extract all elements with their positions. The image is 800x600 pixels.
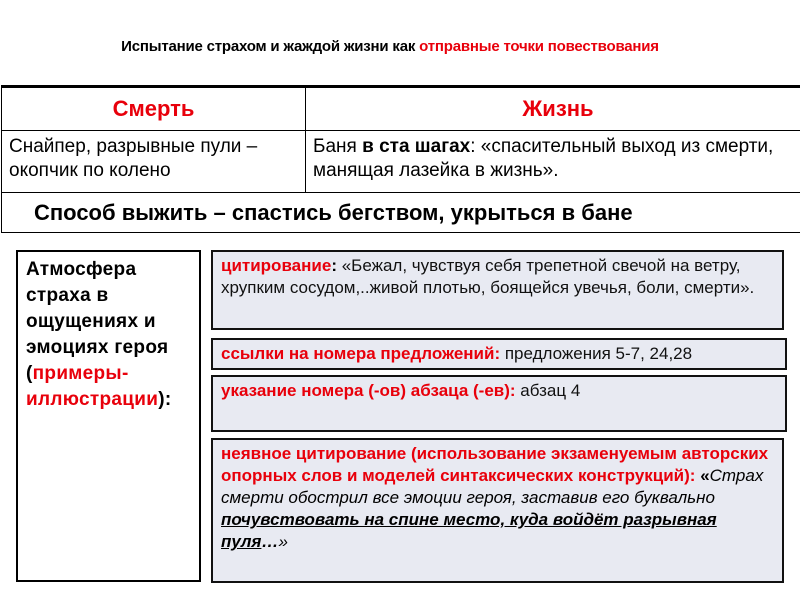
table-row-summary — [2, 193, 800, 233]
citation-box — [211, 250, 784, 330]
implicit-citation-emphasis: почувствовать на спине место, куда войдёт разрывная пуля — [221, 510, 717, 551]
paragraph-refs-box — [211, 375, 787, 432]
comparison-table — [1, 85, 800, 233]
citation-colon: : — [331, 256, 337, 275]
cell-death: Снайпер, разрывные пули – окопчик по колено — [2, 131, 306, 193]
cell-life-prefix: Баня — [313, 136, 363, 157]
title-prefix: Испытание страхом и жаждой жизни как — [121, 38, 420, 55]
quote-close: » — [278, 532, 288, 551]
slide-title — [0, 38, 800, 55]
sentence-refs-label: ссылки на номера предложений: — [221, 344, 501, 363]
table-header-row — [2, 87, 800, 131]
title-highlight: отправные точки повествования — [419, 38, 659, 55]
atmosphere-text: Атмосфера страха в ощущениях и эмоциях героя ( — [26, 259, 169, 384]
atmosphere-highlight: примеры-иллюстрации — [26, 363, 159, 410]
cell-life-rest: : «спасительный выход из смерти, манящая лазейка в жизнь». — [313, 136, 774, 181]
sentence-refs-value: предложения 5-7, 24,28 — [500, 344, 693, 363]
header-death: Смерть — [2, 87, 306, 131]
implicit-citation-italic: Страх смерти обострил все эмоции героя, заставив его буквально — [221, 466, 764, 507]
survival-method: Способ выжить – спастись бегством, укрыться в бане — [2, 193, 800, 233]
implicit-citation-ellipsis: … — [261, 532, 279, 551]
atmosphere-box — [16, 250, 201, 582]
implicit-citation-label: неявное цитирование (использование экзаменуемым авторских опорных слов и моделей синтаксических конструкций): — [221, 444, 769, 485]
sentence-refs-box — [211, 338, 787, 370]
citation-value: «Бежал, чувствуя себя трепетной свечой на ветру, хрупким сосудом,..живой плотью, боящейся увечья, боли, смерти». — [221, 256, 755, 297]
citation-label: цитирование — [221, 256, 332, 275]
cell-life — [306, 131, 800, 193]
atmosphere-suffix: ): — [158, 389, 172, 410]
quote-open: « — [695, 466, 710, 485]
implicit-citation-box — [211, 438, 784, 583]
cell-life-bold: в ста шагах — [362, 136, 471, 157]
table-row — [2, 131, 800, 193]
paragraph-refs-label: указание номера (-ов) абзаца (-ев): — [221, 381, 516, 400]
paragraph-refs-value: абзац 4 — [515, 381, 581, 400]
header-life: Жизнь — [306, 87, 800, 131]
